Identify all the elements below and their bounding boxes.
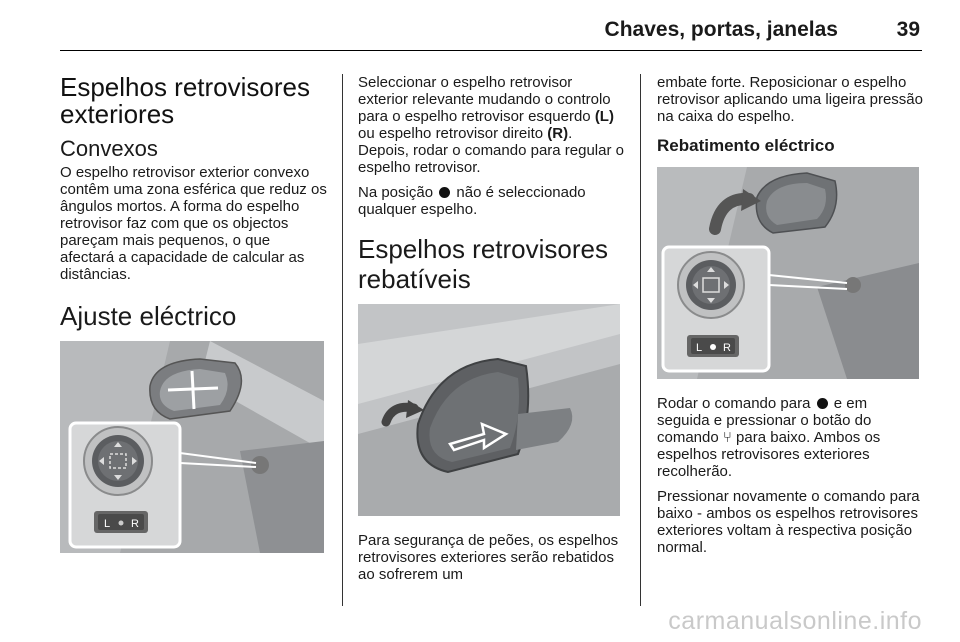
header-section-title: Chaves, portas, janelas xyxy=(604,18,838,41)
column-2 xyxy=(358,74,626,591)
subheading-convex: Convexos xyxy=(60,136,158,161)
fold-button-symbol: ⑂ xyxy=(722,429,732,446)
header-page-number: 39 xyxy=(896,18,920,41)
right-mirror-code: (R) xyxy=(547,125,569,142)
paragraph-reposition: embate forte. Reposicionar o espelho retrovisor aplicando uma ligeira pressão na caixa do espelho. xyxy=(657,74,923,125)
paragraph-neutral-position xyxy=(358,184,626,218)
text-run: . Depois, rodar o comando para regular o espelho retrovisor. xyxy=(358,125,624,176)
section-heading: Espelhos retrovisores exteriores xyxy=(60,72,310,129)
text-run: e em seguida e pressionar o botão do comando xyxy=(657,395,872,446)
text-run: Rodar o comando para xyxy=(657,395,815,412)
text-run: ou espelho retrovisor direito xyxy=(358,125,548,142)
watermark: carmanualsonline.info xyxy=(668,607,922,635)
column-1 xyxy=(60,74,328,553)
paragraph-unfold-instructions: Pressionar novamente o comando para baixo - ambos os espelhos retrovisores exteriores voltam à respectiva posição normal. xyxy=(657,488,920,556)
paragraph-fold-instructions xyxy=(657,395,923,480)
position-dot-icon xyxy=(439,187,450,198)
paragraph-pedestrian-safety: Para segurança de peões, os espelhos retrovisores exteriores serão rebatidos ao sofrerem um xyxy=(358,532,619,583)
text-run: Seleccionar o espelho retrovisor exterior relevante mudando o controlo para o espelho retrovisor esquerdo xyxy=(358,74,611,125)
column-divider xyxy=(640,74,641,606)
subheading-electric-folding: Rebatimento eléctrico xyxy=(657,136,835,155)
text-run: Na posição xyxy=(358,184,438,201)
subheading-folding-mirrors: Espelhos retrovisores rebatíveis xyxy=(358,234,608,294)
switch-label-l: L xyxy=(696,342,703,354)
subheading-electric-adjust: Ajuste eléctrico xyxy=(60,301,237,331)
left-mirror-code: (L) xyxy=(594,108,614,125)
column-3 xyxy=(657,74,923,564)
electric-fold-illustration xyxy=(657,167,919,379)
switch-label-r: R xyxy=(723,342,731,354)
text-run: não é seleccionado qualquer espelho. xyxy=(358,184,586,218)
mirror-fold-illustration xyxy=(358,304,620,516)
text-run: para baixo. Ambos os espelhos retrovisores exteriores recolherão. xyxy=(657,429,881,480)
column-divider xyxy=(342,74,343,606)
paragraph-select-mirror xyxy=(358,74,626,176)
paragraph-convex: O espelho retrovisor exterior convexo contêm uma zona esférica que reduz os ângulos mortos. A forma do espelho retrovisor faz com que os objectos pareçam mais pequenos, o que afectará a capacidade de calcular as distâncias. xyxy=(60,164,327,283)
mirror-adjust-illustration xyxy=(60,341,324,553)
switch-label-l: L xyxy=(104,518,111,530)
page-header xyxy=(60,14,922,51)
switch-label-r: R xyxy=(131,518,139,530)
position-dot-icon xyxy=(817,398,828,409)
